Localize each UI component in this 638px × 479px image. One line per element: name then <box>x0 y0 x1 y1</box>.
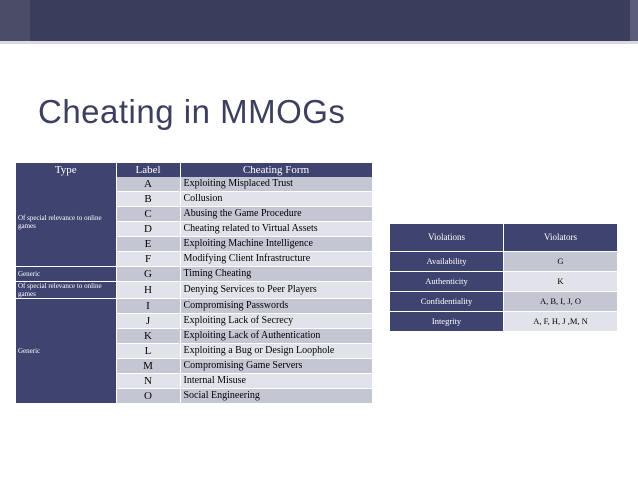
table-row <box>390 272 618 292</box>
cheating-form-cell: Abusing the Game Procedure <box>180 207 372 222</box>
cheating-forms-body <box>16 177 372 404</box>
violation-cell: Availability <box>390 252 504 272</box>
cheating-form-cell: Compromising Game Servers <box>180 359 372 374</box>
label-cell: K <box>116 329 180 344</box>
cheating-form-cell: Exploiting a Bug or Design Loophole <box>180 344 372 359</box>
label-cell: A <box>116 177 180 192</box>
table-row <box>16 299 372 314</box>
top-bar-background <box>0 0 638 41</box>
cheating-forms-table <box>16 163 373 404</box>
cheating-form-cell: Compromising Passwords <box>180 299 372 314</box>
table-header-row <box>390 224 618 252</box>
table-row <box>16 267 372 282</box>
table-row <box>390 312 618 332</box>
violators-cell: K <box>504 272 618 292</box>
label-cell: F <box>116 252 180 267</box>
cheating-form-cell: Exploiting Misplaced Trust <box>180 177 372 192</box>
table-row <box>390 252 618 272</box>
violations-table <box>389 223 618 332</box>
type-cell: Of special relevance to online games <box>16 282 116 299</box>
label-cell: B <box>116 192 180 207</box>
cheating-form-cell: Exploiting Machine Intelligence <box>180 237 372 252</box>
table-row <box>390 292 618 312</box>
label-cell: M <box>116 359 180 374</box>
column-header-violators: Violators <box>504 224 618 252</box>
top-bar-divider <box>0 41 638 44</box>
label-cell: C <box>116 207 180 222</box>
table-row <box>16 282 372 299</box>
label-cell: N <box>116 374 180 389</box>
label-cell: O <box>116 389 180 404</box>
table-header-row <box>16 163 372 177</box>
column-header-cheating-form: Cheating Form <box>180 163 372 177</box>
slide-title: Cheating in MMOGs <box>38 93 346 130</box>
type-cell: Generic <box>16 267 116 282</box>
cheating-form-cell: Collusion <box>180 192 372 207</box>
cheating-form-cell: Cheating related to Virtual Assets <box>180 222 372 237</box>
top-bar-right-edge <box>630 0 638 41</box>
top-bar-accent <box>0 0 30 41</box>
label-cell: J <box>116 314 180 329</box>
label-cell: H <box>116 282 180 299</box>
table-row <box>16 177 372 192</box>
cheating-form-cell: Denying Services to Peer Players <box>180 282 372 299</box>
violators-cell: G <box>504 252 618 272</box>
type-cell: Generic <box>16 299 116 404</box>
violation-cell: Integrity <box>390 312 504 332</box>
cheating-form-cell: Social Engineering <box>180 389 372 404</box>
violations-body <box>390 252 618 332</box>
column-header-type: Type <box>16 163 116 177</box>
label-cell: L <box>116 344 180 359</box>
type-cell: Of special relevance to online games <box>16 177 116 267</box>
violators-cell: A, B, I, J, O <box>504 292 618 312</box>
cheating-form-cell: Timing Cheating <box>180 267 372 282</box>
cheating-form-cell: Modifying Client Infrastructure <box>180 252 372 267</box>
cheating-form-cell: Exploiting Lack of Authentication <box>180 329 372 344</box>
violators-cell: A, F, H, J ,M, N <box>504 312 618 332</box>
label-cell: E <box>116 237 180 252</box>
violation-cell: Confidentiality <box>390 292 504 312</box>
label-cell: I <box>116 299 180 314</box>
violation-cell: Authenticity <box>390 272 504 292</box>
column-header-label: Label <box>116 163 180 177</box>
column-header-violations: Violations <box>390 224 504 252</box>
cheating-form-cell: Internal Misuse <box>180 374 372 389</box>
label-cell: G <box>116 267 180 282</box>
label-cell: D <box>116 222 180 237</box>
cheating-form-cell: Exploiting Lack of Secrecy <box>180 314 372 329</box>
